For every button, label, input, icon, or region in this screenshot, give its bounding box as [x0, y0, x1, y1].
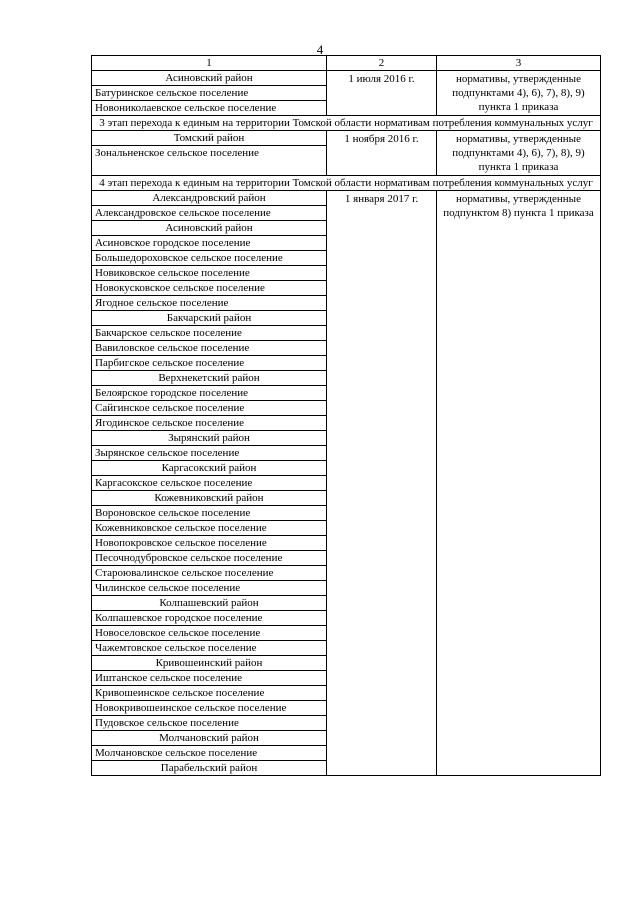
district-row [92, 71, 601, 86]
district-name: Асиновский район [92, 71, 327, 86]
effective-date: 1 июля 2016 г. [327, 71, 437, 116]
district-name: Кожевниковский район [92, 491, 327, 506]
district-name: Парабельский район [92, 761, 327, 776]
district-name: Каргасокский район [92, 461, 327, 476]
settlement-name: Новониколаевское сельское поселение [92, 101, 327, 116]
settlement-name: Кожевниковское сельское поселение [92, 521, 327, 536]
settlement-name: Песочнодубровское сельское поселение [92, 551, 327, 566]
district-name: Томский район [92, 131, 327, 146]
settlement-name: Новокусковское сельское поселение [92, 281, 327, 296]
page-number: 4 [316, 42, 324, 57]
settlement-name: Новоселовское сельское поселение [92, 626, 327, 641]
district-name: Колпашевский район [92, 596, 327, 611]
settlement-name: Молчановское сельское поселение [92, 746, 327, 761]
settlement-name: Бакчарское сельское поселение [92, 326, 327, 341]
district-name: Бакчарский район [92, 311, 327, 326]
stage-heading: 3 этап перехода к единым на территории Томской области нормативам потребления коммунальных услуг [92, 116, 601, 131]
settlement-name: Александровское сельское поселение [92, 206, 327, 221]
stage-heading-row [92, 116, 601, 131]
district-row [92, 131, 601, 146]
settlement-name: Иштанское сельское поселение [92, 671, 327, 686]
settlement-name: Пудовское сельское поселение [92, 716, 327, 731]
applicable-norms: нормативы, утвержденные подпунктами 4), 6), 7), 8), 9) пункта 1 приказа [437, 71, 601, 116]
settlement-name: Чажемтовское сельское поселение [92, 641, 327, 656]
header-col-1: 1 [92, 56, 327, 71]
settlement-name: Новиковское сельское поселение [92, 266, 327, 281]
stage-heading-row [92, 176, 601, 191]
transition-stages-table [91, 55, 601, 776]
settlement-name: Кривошеинское сельское поселение [92, 686, 327, 701]
settlement-name: Новокривошеинское сельское поселение [92, 701, 327, 716]
district-name: Александровский район [92, 191, 327, 206]
district-name: Верхнекетский район [92, 371, 327, 386]
settlement-name: Вороновское сельское поселение [92, 506, 327, 521]
district-name: Зырянский район [92, 431, 327, 446]
settlement-name: Батуринское сельское поселение [92, 86, 327, 101]
header-col-3: 3 [437, 56, 601, 71]
settlement-name: Каргасокское сельское поселение [92, 476, 327, 491]
settlement-name: Асиновское городское поселение [92, 236, 327, 251]
settlement-name: Новопокровское сельское поселение [92, 536, 327, 551]
settlement-name: Староювалинское сельское поселение [92, 566, 327, 581]
settlement-name: Зырянское сельское поселение [92, 446, 327, 461]
district-name: Молчановский район [92, 731, 327, 746]
district-name: Кривошеинский район [92, 656, 327, 671]
settlement-name: Белоярское городское поселение [92, 386, 327, 401]
effective-date: 1 января 2017 г. [327, 191, 437, 776]
settlement-name: Сайгинское сельское поселение [92, 401, 327, 416]
district-row [92, 191, 601, 206]
settlement-name: Ягодинское сельское поселение [92, 416, 327, 431]
settlement-name: Колпашевское городское поселение [92, 611, 327, 626]
settlement-name: Ягодное сельское поселение [92, 296, 327, 311]
table-header-row [92, 56, 601, 71]
stage-heading: 4 этап перехода к единым на территории Томской области нормативам потребления коммунальных услуг [92, 176, 601, 191]
settlement-name: Зональненское сельское поселение [92, 146, 327, 176]
applicable-norms: нормативы, утвержденные подпунктом 8) пункта 1 приказа [437, 191, 601, 776]
header-col-2: 2 [327, 56, 437, 71]
district-name: Асиновский район [92, 221, 327, 236]
applicable-norms: нормативы, утвержденные подпунктами 4), 6), 7), 8), 9) пункта 1 приказа [437, 131, 601, 176]
settlement-name: Вавиловское сельское поселение [92, 341, 327, 356]
settlement-name: Большедороховское сельское поселение [92, 251, 327, 266]
effective-date: 1 ноября 2016 г. [327, 131, 437, 176]
settlement-name: Чилинское сельское поселение [92, 581, 327, 596]
settlement-name: Парбигское сельское поселение [92, 356, 327, 371]
